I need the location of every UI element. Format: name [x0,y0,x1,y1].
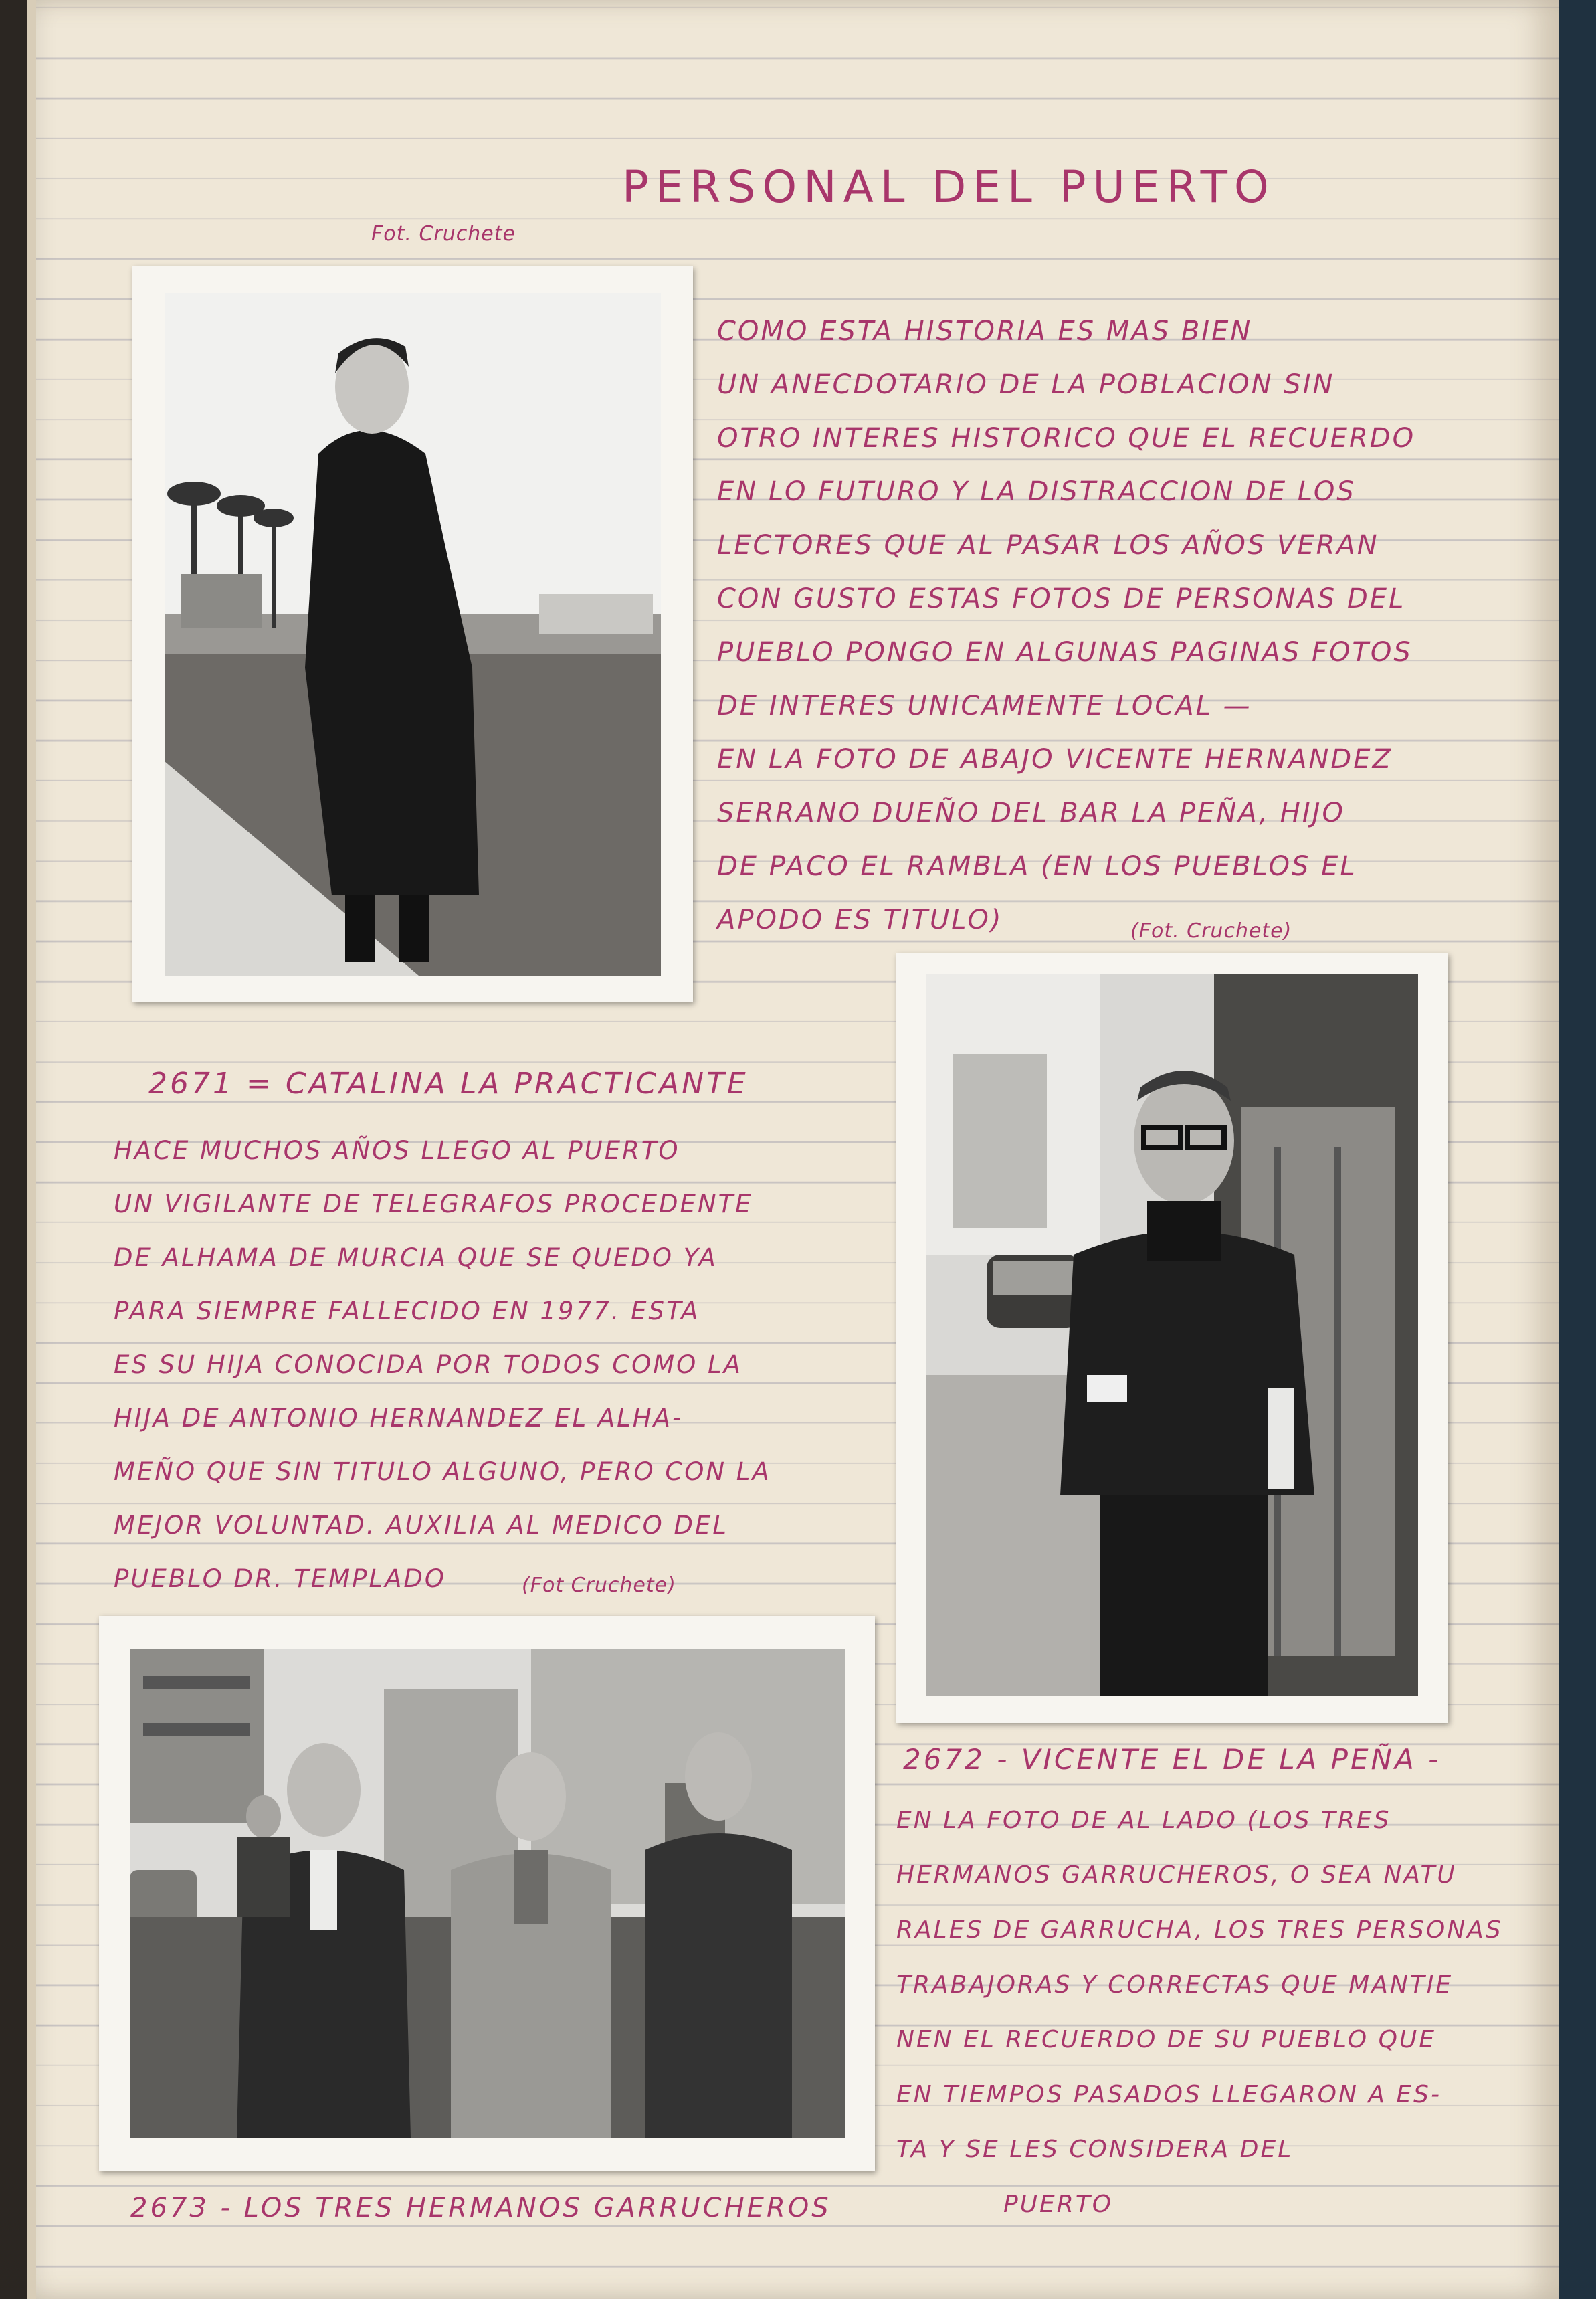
intro-line: SERRANO DUEÑO DEL BAR LA PEÑA, HIJO [717,798,1345,828]
intro-line: LECTORES QUE AL PASAR LOS AÑOS VERAN [717,530,1379,561]
binding-spine [1559,0,1596,2299]
caption-2671-line: UN VIGILANTE DE TELEGRAFOS PROCEDENTE [114,1190,753,1218]
intro-text [717,304,1415,947]
caption-2672-text [896,1793,1503,2232]
caption-2671-line: PUEBLO DR. TEMPLADO [114,1564,446,1593]
intro-line: APODO ES TITULO) [717,905,1003,935]
caption-2671-line: PARA SIEMPRE FALLECIDO EN 1977. ESTA [114,1297,700,1325]
caption-2672-line: EN TIEMPOS PASADOS LLEGARON A ES- [896,2081,1442,2108]
caption-2671-line: HACE MUCHOS AÑOS LLEGO AL PUERTO [114,1136,680,1165]
intro-credit: (Fot. Cruchete) [1130,919,1292,943]
caption-2672-line: TA Y SE LES CONSIDERA DEL [896,2136,1294,2163]
photo-catalina [132,266,693,1002]
caption-2671-line: ES SU HIJA CONOCIDA POR TODOS COMO LA [114,1350,742,1379]
caption-2671-heading: 2671 = CATALINA LA PRACTICANTE [148,1067,749,1101]
intro-line: EN LO FUTURO Y LA DISTRACCION DE LOS [717,476,1356,507]
caption-2671-credit: (Fot Cruchete) [522,1574,676,1597]
page-title: PERSONAL DEL PUERTO [622,161,1276,213]
caption-2672-line: HERMANOS GARRUCHEROS, O SEA NATU [896,1861,1457,1889]
intro-line: COMO ESTA HISTORIA ES MAS BIEN [717,316,1253,347]
caption-2671-line: DE ALHAMA DE MURCIA QUE SE QUEDO YA [114,1243,718,1272]
intro-line: PUEBLO PONGO EN ALGUNAS PAGINAS FOTOS [717,637,1413,668]
caption-2673-heading: 2673 - LOS TRES HERMANOS GARRUCHEROS [130,2193,831,2223]
caption-2672-line: PUERTO [1003,2191,1114,2218]
photo-tres-hermanos [99,1616,875,2171]
intro-line: DE PACO EL RAMBLA (EN LOS PUEBLOS EL [717,851,1357,882]
caption-2672-heading: 2672 - VICENTE EL DE LA PEÑA - [903,1743,1441,1776]
page-edge [27,0,36,2299]
caption-2672-line: TRABAJORAS Y CORRECTAS QUE MANTIE [896,1971,1454,1999]
intro-line: UN ANECDOTARIO DE LA POBLACION SIN [717,369,1335,400]
intro-line: OTRO INTERES HISTORICO QUE EL RECUERDO [717,423,1416,454]
header-credit: Fot. Cruchete [371,222,516,246]
intro-line: CON GUSTO ESTAS FOTOS DE PERSONAS DEL [717,583,1406,614]
caption-2671-line: MEJOR VOLUNTAD. AUXILIA AL MEDICO DEL [114,1511,728,1540]
photo-catalina-image [165,293,661,976]
caption-2671-line: HIJA DE ANTONIO HERNANDEZ EL ALHA- [114,1404,684,1433]
caption-2672-line: NEN EL RECUERDO DE SU PUEBLO QUE [896,2026,1437,2053]
caption-2672-line: RALES DE GARRUCHA, LOS TRES PERSONAS [896,1916,1503,1944]
photo-vicente-image [926,974,1418,1696]
caption-2672-line: EN LA FOTO DE AL LADO (LOS TRES [896,1807,1391,1834]
intro-line: EN LA FOTO DE ABAJO VICENTE HERNANDEZ [717,744,1393,775]
caption-2671-text [114,1124,771,1606]
caption-2671-line: MEÑO QUE SIN TITULO ALGUNO, PERO CON LA [114,1457,771,1486]
photo-vicente [896,953,1448,1723]
intro-line: DE INTERES UNICAMENTE LOCAL — [717,691,1252,721]
photo-tres-hermanos-image [130,1649,845,2138]
